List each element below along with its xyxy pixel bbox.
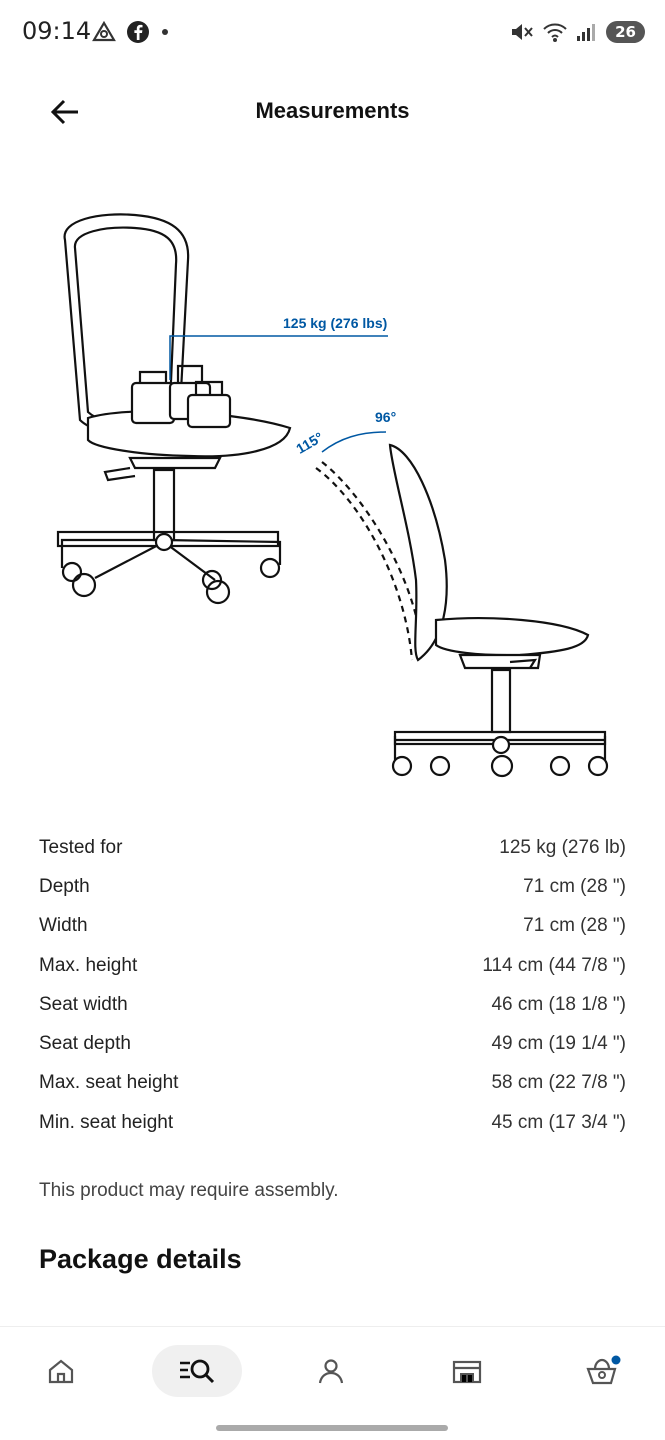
spec-value: 46 cm (18 1/8 "): [491, 993, 626, 1015]
spec-row: [39, 867, 626, 906]
spec-label: Max. seat height: [39, 1072, 179, 1094]
nav-search[interactable]: [152, 1345, 242, 1397]
basket-icon: [585, 1355, 621, 1387]
spec-row: [39, 1024, 626, 1063]
spec-row: [39, 985, 626, 1024]
spec-row: [39, 1064, 626, 1103]
assembly-note: This product may require assembly.: [39, 1180, 339, 1201]
spec-label: Depth: [39, 875, 90, 897]
nav-home[interactable]: [34, 1345, 88, 1397]
nav-basket[interactable]: [576, 1345, 630, 1397]
status-time: 09:14: [22, 17, 92, 45]
spec-label: Tested for: [39, 836, 123, 858]
spec-label: Width: [39, 915, 88, 937]
page-title: Measurements: [255, 98, 410, 123]
cloud-sync-icon: [92, 21, 116, 43]
profile-icon: [316, 1356, 346, 1386]
load-label: 125 kg (276 lbs): [283, 315, 388, 331]
app-bar: [0, 80, 665, 144]
spec-label: Seat depth: [39, 1033, 131, 1055]
store-icon: [451, 1356, 483, 1386]
chair-front-view: [58, 214, 290, 603]
spec-row: [39, 946, 626, 985]
spec-value: 114 cm (44 7/8 "): [482, 954, 626, 976]
mute-icon: [510, 21, 534, 43]
spec-label: Seat width: [39, 993, 128, 1015]
chair-side-view: [316, 445, 607, 776]
spec-value: 125 kg (276 lb): [499, 836, 626, 858]
nav-stores[interactable]: [440, 1345, 494, 1397]
chair-measurement-illustration: [40, 200, 640, 800]
battery-indicator: 26: [606, 21, 645, 43]
wifi-icon: [542, 21, 568, 43]
status-left-icons: [92, 18, 170, 46]
status-bar: [0, 0, 665, 64]
home-icon: [46, 1356, 76, 1386]
spec-row: [39, 828, 626, 867]
facebook-icon: [126, 20, 150, 44]
search-icon: [177, 1356, 217, 1386]
spec-value: 49 cm (19 1/4 "): [491, 1033, 626, 1055]
measurement-specs: [39, 828, 626, 1142]
signal-icon: [576, 22, 598, 42]
bottom-navigation: [0, 1326, 665, 1417]
spec-value: 71 cm (28 "): [523, 915, 626, 937]
spec-value: 58 cm (22 7/8 "): [491, 1072, 626, 1094]
nav-profile[interactable]: [304, 1345, 358, 1397]
package-details-heading[interactable]: Package details: [39, 1244, 242, 1274]
spec-value: 71 cm (28 "): [523, 875, 626, 897]
spec-row: [39, 907, 626, 946]
spec-value: 45 cm (17 3/4 "): [491, 1111, 626, 1133]
spec-label: Max. height: [39, 954, 138, 976]
angle-reclined-label: 115°: [293, 428, 326, 457]
spec-label: Min. seat height: [39, 1111, 174, 1133]
spec-row: [39, 1103, 626, 1142]
home-indicator[interactable]: [216, 1425, 448, 1431]
status-right-icons: [510, 18, 645, 46]
dot-icon: [160, 27, 170, 37]
recline-arc: [322, 432, 386, 452]
angle-upright-label: 96°: [375, 409, 397, 425]
